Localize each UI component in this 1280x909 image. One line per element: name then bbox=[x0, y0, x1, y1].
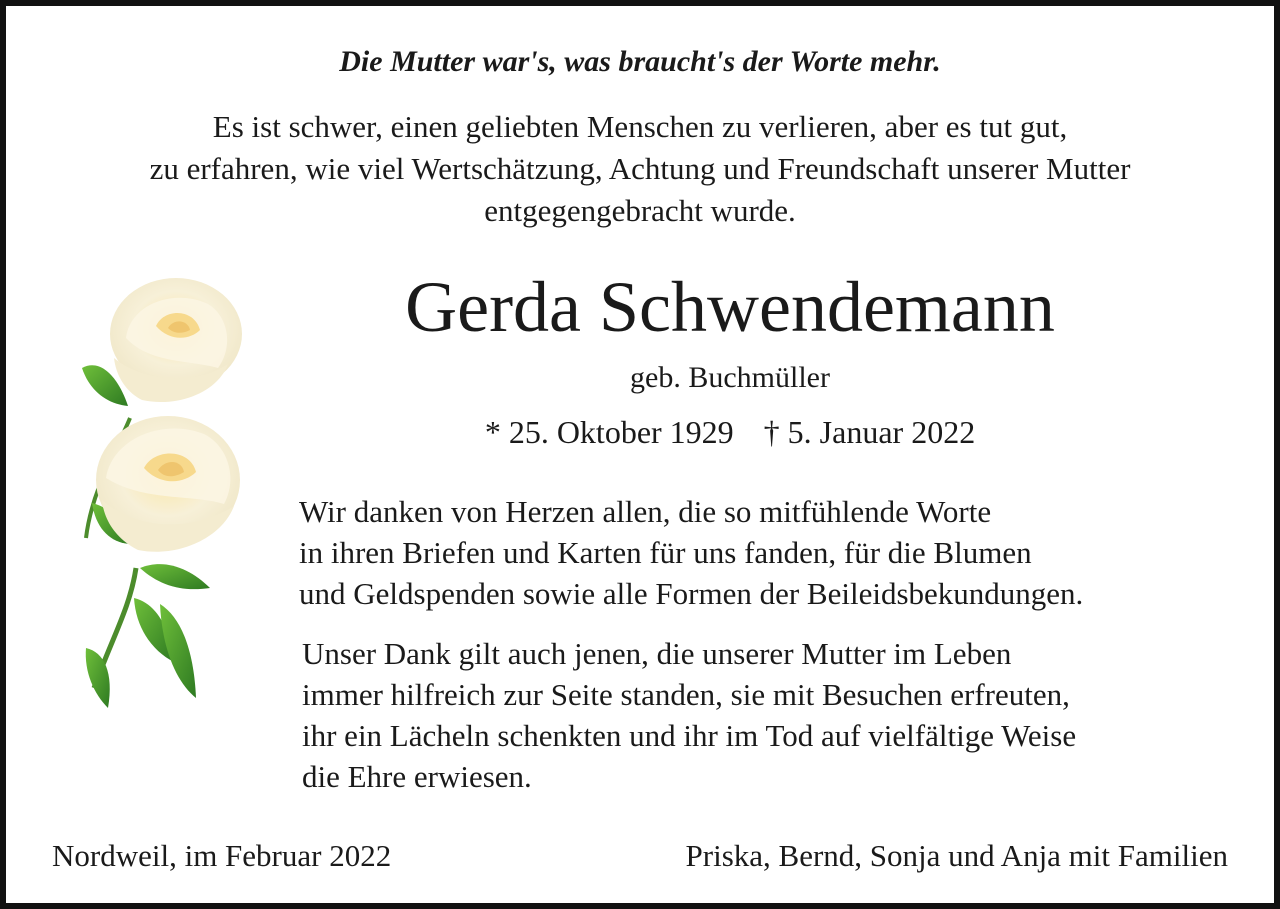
thanks-paragraph-2 bbox=[302, 633, 1076, 797]
thanks2-line: immer hilfreich zur Seite standen, sie mit Besuchen erfreuten, bbox=[302, 677, 1070, 712]
deceased-name: Gerda Schwendemann bbox=[405, 267, 1055, 347]
intro-text bbox=[6, 106, 1274, 232]
place-date: Nordweil, im Februar 2022 bbox=[52, 838, 392, 873]
intro-line: Es ist schwer, einen geliebten Menschen zu verlieren, aber es tut gut, bbox=[212, 109, 1068, 144]
birth-date: * 25. Oktober 1929 bbox=[484, 414, 734, 450]
white-roses-image bbox=[78, 268, 254, 724]
intro-line: entgegengebracht wurde. bbox=[484, 193, 796, 228]
thanks-line: in ihren Briefen und Karten für uns fanden, für die Blumen bbox=[299, 535, 1032, 570]
thanks-line: und Geldspenden sowie alle Formen der Beileidsbekundungen. bbox=[299, 576, 1084, 611]
birth-name: geb. Buchmüller bbox=[630, 361, 830, 394]
intro-line: zu erfahren, wie viel Wertschätzung, Achtung und Freundschaft unserer Mutter bbox=[149, 151, 1131, 186]
thanks-line: Wir danken von Herzen allen, die so mitfühlende Worte bbox=[299, 494, 992, 529]
motto: Die Mutter war's, was braucht's der Worte mehr. bbox=[339, 45, 941, 78]
death-date: † 5. Januar 2022 bbox=[763, 414, 976, 450]
life-dates bbox=[230, 413, 1230, 451]
thanks2-line: ihr ein Lächeln schenkten und ihr im Tod auf vielfältige Weise bbox=[302, 718, 1077, 753]
thanks2-line: Unser Dank gilt auch jenen, die unserer Mutter im Leben bbox=[302, 636, 1012, 671]
signatories: Priska, Bernd, Sonja und Anja mit Familien bbox=[685, 838, 1228, 873]
thanks-paragraph bbox=[299, 491, 1083, 614]
thanks2-line: die Ehre erwiesen. bbox=[302, 759, 532, 794]
